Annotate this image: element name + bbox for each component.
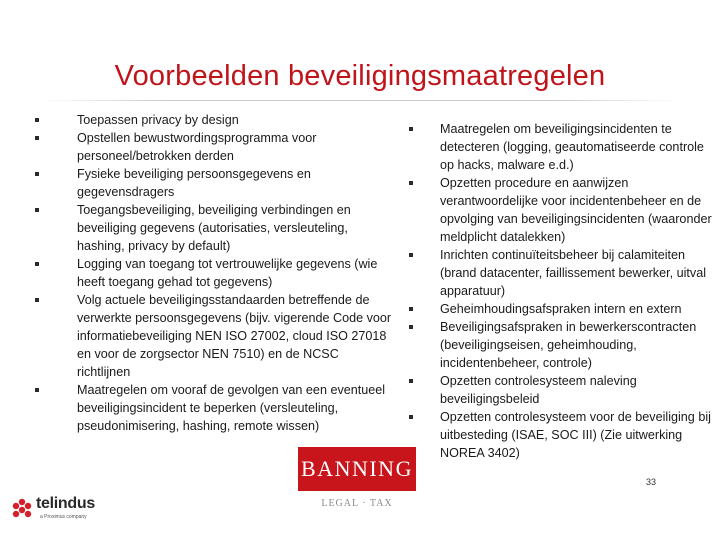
list-item-text: Inrichten continuïteitsbeheer bij calamiteiten (brand datacenter, faillissement bewerker, uitval apparatuur) [440, 248, 707, 298]
bullet-icon [409, 415, 413, 419]
slide-title: Voorbeelden beveiligingsmaatregelen [114, 60, 606, 92]
bullet-icon [409, 253, 413, 257]
bullet-icon [35, 262, 39, 266]
list-item [77, 129, 393, 165]
bullet-icon [409, 307, 413, 311]
banning-logo-subtitle: LEGAL · TAX [321, 498, 393, 509]
bullet-icon [35, 118, 39, 122]
list-item-text: Opstellen bewustwordingsprogramma voor personeel/betrokken derden [77, 131, 317, 163]
bullet-icon [35, 388, 39, 392]
bullet-icon [35, 208, 39, 212]
list-item [440, 246, 716, 300]
list-item-text: Toegangsbeveiliging, beveiliging verbindingen en beveiliging gegevens (autorisaties, versleuteling, hashing, privacy by default) [77, 203, 351, 253]
list-item [440, 408, 716, 462]
list-item-text: Opzetten controlesysteem voor de beveiliging bij uitbesteding (ISAE, SOC III) (Zie uitwerking NOREA 3402) [440, 410, 711, 460]
bullet-icon [409, 127, 413, 131]
list-item-text: Volg actuele beveiligingsstandaarden betreffende de verwerkte persoonsgegevens (bijv. vigerende Code voor informatiebeveiliging NEN ISO 27002, cloud ISO 27018 en voor de zorgsector NEN 7510) en de NCSC richtlijnen [77, 293, 392, 379]
telindus-logo-subtitle: a Proximus company [40, 514, 87, 520]
title-divider [40, 100, 680, 101]
list-item [77, 165, 393, 201]
page-number: 33 [646, 477, 657, 487]
banning-logo [298, 447, 416, 491]
bullet-icon [409, 181, 413, 185]
list-item-text: Geheimhoudingsafspraken intern en extern [440, 302, 682, 316]
list-item-text: Opzetten procedure en aanwijzen verantwoordelijke voor incidentenbeheer en de opvolging van beveiligingsincidenten (waaronder meldplicht datalekken) [440, 176, 712, 244]
list-item-text: Logging van toegang tot vertrouwelijke gegevens (wie heeft toegang gehad tot gegevens) [77, 257, 378, 289]
list-item [77, 255, 393, 291]
list-item [440, 300, 716, 318]
bullet-icon [35, 172, 39, 176]
bullet-icon [35, 298, 39, 302]
list-item [77, 381, 393, 435]
list-item-text: Beveiligingsafspraken in bewerkerscontracten (beveiligingseisen, geheimhouding, incidentenbeheer, controle) [440, 320, 697, 370]
bullet-icon [409, 325, 413, 329]
bullet-icon [409, 379, 413, 383]
list-item [440, 372, 716, 408]
list-item [440, 174, 716, 246]
list-item-text: Maatregelen om vooraf de gevolgen van een eventueel beveiligingsincident te beperken (versleuteling, pseudonimisering, hashing, remote wissen) [77, 383, 386, 433]
list-item-text: Fysieke beveiliging persoonsgegevens en gegevensdragers [77, 167, 311, 199]
list-item [440, 120, 716, 174]
bullet-icon [35, 136, 39, 140]
list-item-text: Opzetten controlesysteem naleving beveiligingsbeleid [440, 374, 637, 406]
list-item [77, 201, 393, 255]
right-bullet-list [440, 120, 716, 462]
banning-logo-text: BANNING [301, 456, 413, 481]
telindus-logo-text: telindus [36, 495, 95, 512]
list-item-text: Toepassen privacy by design [77, 113, 239, 127]
list-item-text: Maatregelen om beveiligingsincidenten te detecteren (logging, geautomatiseerde controle op hacks, malware e.d.) [440, 122, 704, 172]
list-item [77, 111, 393, 129]
list-item [77, 291, 393, 381]
left-bullet-list [77, 111, 393, 435]
list-item [440, 318, 716, 372]
